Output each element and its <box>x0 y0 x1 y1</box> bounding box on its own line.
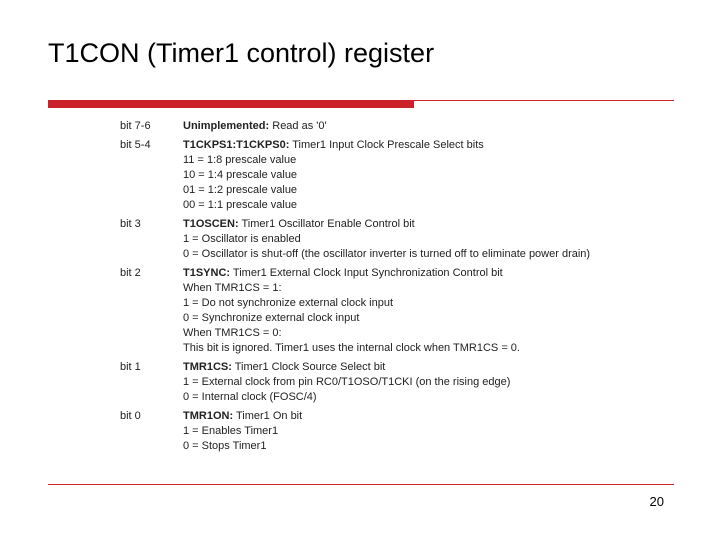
bit-description <box>183 409 630 454</box>
value-line: 1 = Do not synchronize external clock input <box>183 297 394 309</box>
value-line: 01 = 1:2 prescale value <box>183 184 298 196</box>
bit-label: bit 2 <box>120 267 141 279</box>
value-line: 0 = Oscillator is shut-off (the oscillator inverter is turned off to eliminate power drain) <box>183 248 591 260</box>
page-number: 20 <box>649 494 664 509</box>
title-accent-line <box>414 100 674 101</box>
register-row-bit-5-4 <box>120 138 630 213</box>
register-row-bit-7-6 <box>120 119 630 134</box>
field-description: Timer1 Clock Source Select bit <box>231 361 386 373</box>
value-line: This bit is ignored. Timer1 uses the internal clock when TMR1CS = 0. <box>183 342 520 354</box>
field-name: Unimplemented: <box>183 120 270 132</box>
title-accent-bar <box>48 100 414 108</box>
register-row-bit-1 <box>120 360 630 405</box>
register-row-bit-2 <box>120 266 630 356</box>
slide-title: T1CON (Timer1 control) register <box>48 38 435 68</box>
value-line: When TMR1CS = 1: <box>183 282 282 294</box>
value-line: 1 = Oscillator is enabled <box>183 233 301 245</box>
field-name: TMR1ON: <box>183 410 234 422</box>
value-line: 1 = Enables Timer1 <box>183 425 279 437</box>
field-name: T1OSCEN: <box>183 218 239 230</box>
field-description: Timer1 Oscillator Enable Control bit <box>238 218 415 230</box>
value-line: 0 = Stops Timer1 <box>183 440 267 452</box>
value-line: 10 = 1:4 prescale value <box>183 169 298 181</box>
field-description: Timer1 Input Clock Prescale Select bits <box>289 139 484 151</box>
value-line: 00 = 1:1 prescale value <box>183 199 298 211</box>
bit-label: bit 3 <box>120 218 141 230</box>
field-description: Timer1 On bit <box>233 410 303 422</box>
footer-divider <box>48 484 674 485</box>
value-line: 0 = Synchronize external clock input <box>183 312 360 324</box>
field-name: TMR1CS: <box>183 361 232 373</box>
field-description: Read as '0' <box>269 120 327 132</box>
bit-label: bit 7-6 <box>120 120 151 132</box>
register-row-bit-3 <box>120 217 630 262</box>
bit-description <box>183 217 630 262</box>
field-name: T1SYNC: <box>183 267 231 279</box>
bit-label: bit 0 <box>120 410 141 422</box>
value-line: When TMR1CS = 0: <box>183 327 282 339</box>
bit-description <box>183 119 630 134</box>
field-description: Timer1 External Clock Input Synchronization Control bit <box>230 267 503 279</box>
register-row-bit-0 <box>120 409 630 454</box>
bit-description <box>183 360 630 405</box>
bit-label: bit 1 <box>120 361 141 373</box>
bit-description <box>183 266 630 356</box>
field-name: T1CKPS1:T1CKPS0: <box>183 139 290 151</box>
value-line: 11 = 1:8 prescale value <box>183 154 297 166</box>
value-line: 0 = Internal clock (FOSC/4) <box>183 391 317 403</box>
register-bit-table <box>120 119 630 454</box>
value-line: 1 = External clock from pin RC0/T1OSO/T1CKI (on the rising edge) <box>183 376 511 388</box>
bit-label: bit 5-4 <box>120 139 151 151</box>
bit-description <box>183 138 630 213</box>
